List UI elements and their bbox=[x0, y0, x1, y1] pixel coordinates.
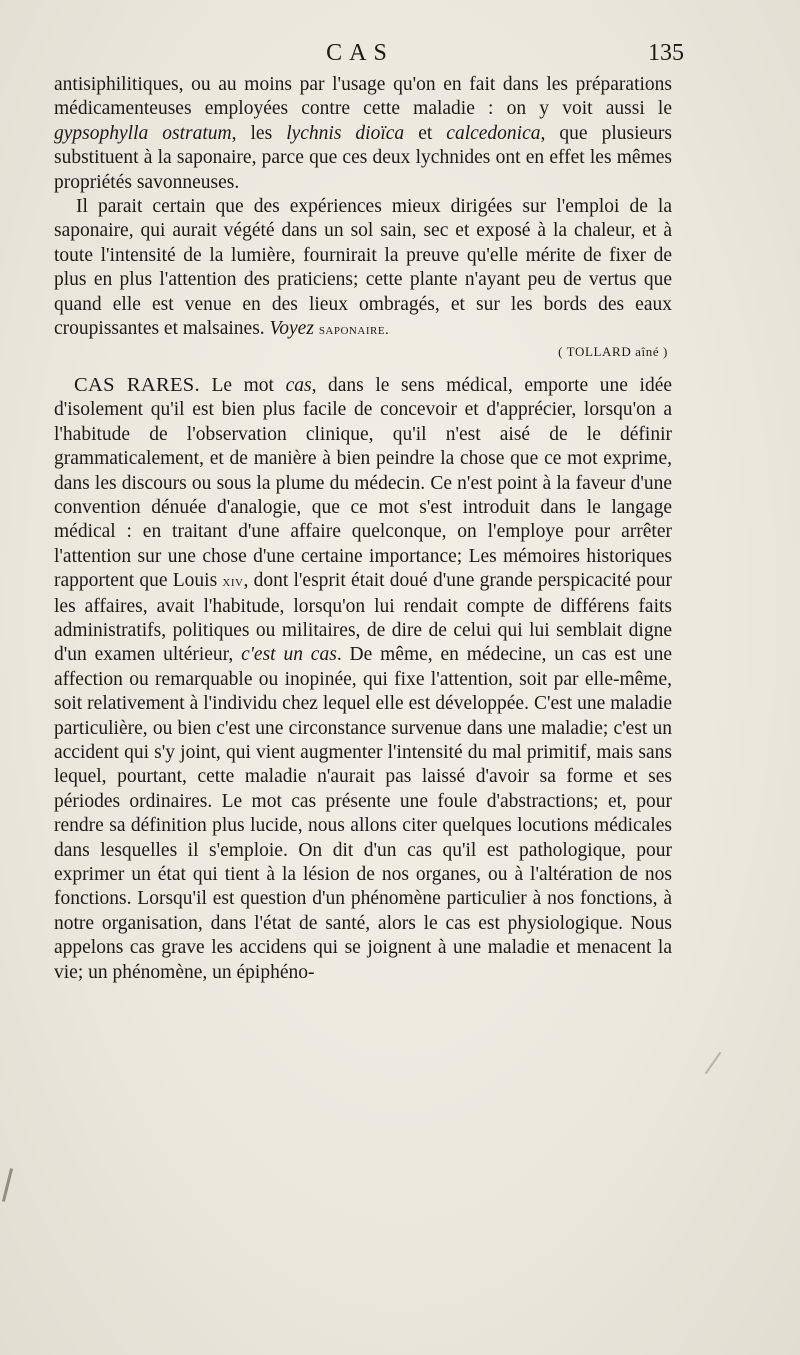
roman-numeral: xiv bbox=[222, 574, 244, 591]
entry-headword: CAS RARES. bbox=[74, 373, 200, 396]
emphasis: cas bbox=[285, 374, 312, 396]
species-name: lychnis dioïca bbox=[286, 122, 405, 144]
species-name: gypsophylla ostratum bbox=[54, 122, 232, 144]
text-run: Le mot bbox=[199, 374, 286, 396]
cross-reference-label: Voyez bbox=[269, 318, 314, 340]
text-run: antisiphilitiques, ou au moins par l'usage qu'on en fait dans les préparations médicamenteuses employées contre cette maladie : on y voit aussi le bbox=[54, 74, 672, 120]
margin-stain bbox=[2, 1168, 13, 1202]
cross-reference-target: saponaire. bbox=[318, 322, 390, 339]
margin-stain bbox=[705, 1052, 722, 1074]
text-run: et bbox=[404, 122, 447, 144]
author-signature: ( TOLLARD aîné ) bbox=[558, 344, 668, 360]
text-run: , que plusieurs substituent à la saponaire, parce que ces deux lychnides ont en effet les mêmes propriétés savonneuses. bbox=[54, 122, 672, 193]
page-number: 135 bbox=[648, 40, 684, 66]
paragraph-saponaire-continued bbox=[54, 73, 672, 195]
text-run: Il parait certain que des expériences mieux dirigées sur l'emploi de la saponaire, qui aurait végété dans un sol sain, sec et exposé à la chaleur, et à toute l'intensité de la lumière, fournirait la preuve qu'elle mérite de fixer de plus en plus l'attention des praticiens; cette plante n'ayant peu de vertus que quand elle est venue en des lieux ombragés, et sur les bords des eaux croupissantes et malsaines. bbox=[54, 196, 672, 340]
text-run: , les bbox=[231, 122, 287, 144]
text-run: , dans le sens médical, emporte une idée d'isolement qu'il est bien plus facile de concevoir et d'apprécier, lorsqu'on a l'habitude de l'observation clinique, qu'il n'est aisé de le définir grammaticalement, et de manière à bien peindre la chose que ce mot exprime, dans les discours ou sous la plume du médecin. Ce n'est point à la faveur d'une convention dénuée d'analogie, que ce mot s'est introduit dans le langage médical : en traitant d'une affaire quelconque, on l'employe pour arrêter l'attention sur une chose d'une certaine importance; Les mémoires historiques rapportent que Louis bbox=[54, 374, 672, 592]
entry-cas-rares bbox=[54, 373, 672, 985]
body-text bbox=[54, 73, 672, 985]
page-header bbox=[0, 38, 800, 72]
running-head: CAS bbox=[326, 40, 394, 66]
quotation: c'est un cas bbox=[241, 644, 337, 666]
text-run: , dont l'esprit était doué d'une grande perspicacité pour les affaires, avait l'habitude, lorsqu'on lui rendait compte de différens faits administratifs, politiques ou militaires, de dire de celui qui lui semblait digne d'un examen ultérieur, bbox=[54, 570, 672, 666]
paragraph-saponaire-conclusion bbox=[54, 195, 672, 342]
species-name: calcedonica bbox=[446, 122, 541, 144]
text-run: . De même, en médecine, un cas est une affection ou remarquable ou inopinée, qui fixe l'attention, soit par elle-même, soit relativement à l'individu chez lequel elle est développée. C'est une maladie particulière, ou bien c'est une circonstance survenue dans une maladie; c'est un accident qui s'y joint, qui vient augmenter l'intensité du mal primitif, mais sans lequel, pourtant, cette maladie n'aurait pas laissé d'avoir sa forme et ses périodes ordinaires. Le mot cas présente une foule d'abstractions; et, pour rendre sa définition plus lucide, nous allons citer quelques locutions médicales dans lesquelles il s'emploie. On dit d'un cas qu'il est pathologique, pour exprimer un état qui tient à la lésion de nos organes, ou à l'altération de nos fonctions. Lorsqu'il est question d'un phénomène particulier à nos fonctions, à notre organisation, dans l'état de santé, alors le cas est physiologique. Nous appelons cas grave les accidens qui se joignent à une maladie et menacent la vie; un phénomène, un épiphéno- bbox=[54, 644, 672, 983]
